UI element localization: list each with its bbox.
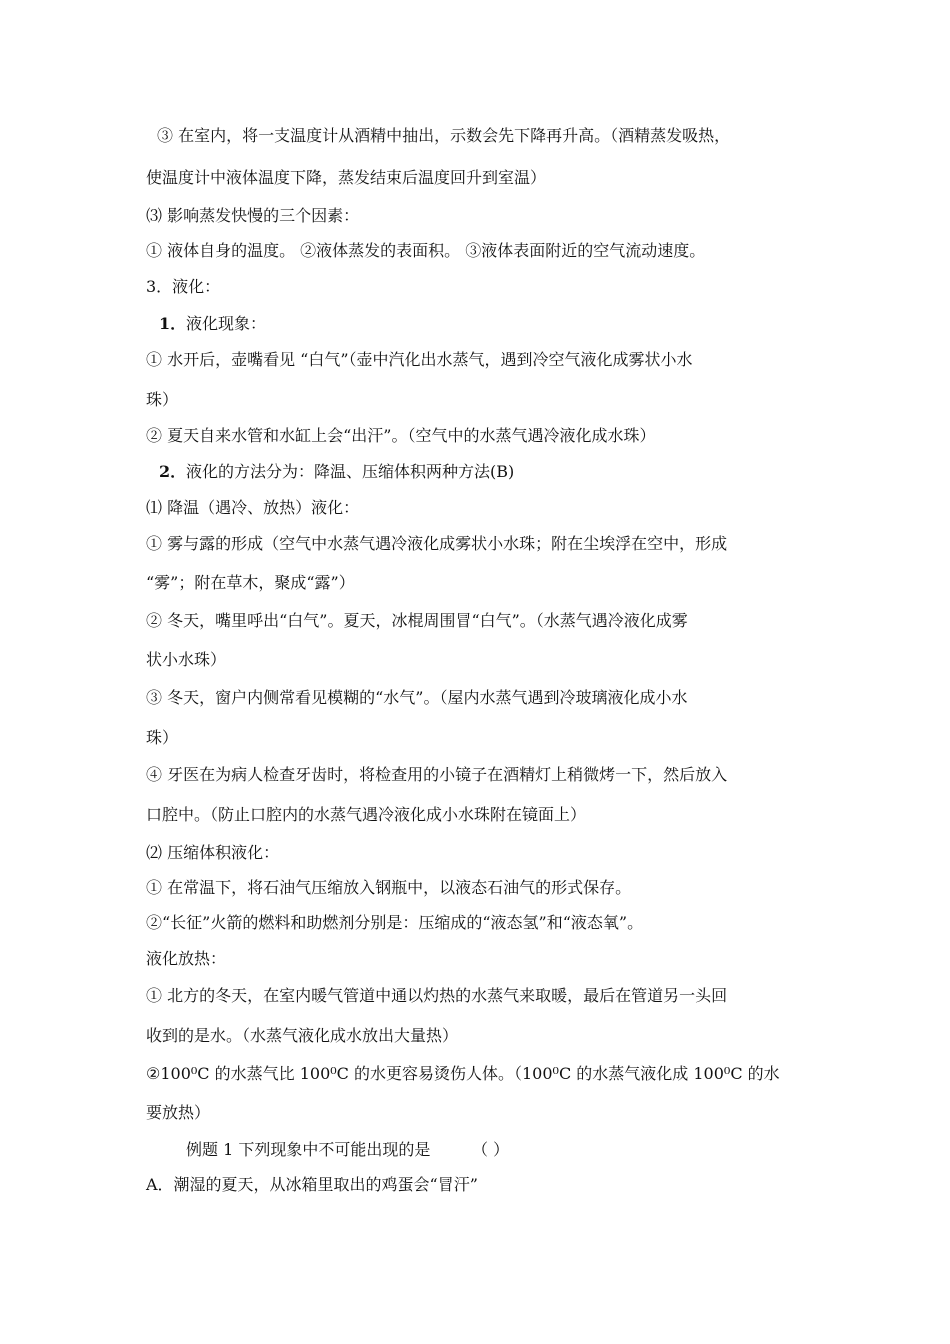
text-line: 珠） [146, 390, 179, 409]
subheading: 液化的方法分为：降温、压缩体积两种方法(B) [186, 462, 515, 481]
text-line: 口腔中。（防止口腔内的水蒸气遇冷液化成小水珠附在镜面上） [146, 805, 587, 824]
text-line: 使温度计中液体温度下降，蒸发结束后温度回升到室温） [146, 168, 547, 187]
text-line: ① 在常温下，将石油气压缩放入钢瓶中，以液态石油气的形式保存。 [146, 878, 632, 897]
item-number: 1． [159, 314, 187, 333]
section-heading: 3．液化： [146, 277, 221, 296]
text-line: ③ 在室内，将一支温度计从酒精中抽出，示数会先下降再升高。（酒精蒸发吸热， [157, 126, 731, 145]
example-question: 例题 1 下列现象中不可能出现的是 [186, 1140, 431, 1159]
text-line: ② 冬天，嘴里呼出“白气”。夏天，冰棍周围冒“白气”。（水蒸气遇冷液化成雾 [146, 611, 688, 630]
text-line: ②“长征”火箭的燃料和助燃剂分别是：压缩成的“液态氢”和“液态氧”。 [146, 913, 644, 932]
text-line: ② 夏天自来水管和水缸上会“出汗”。（空气中的水蒸气遇冷液化成水珠） [146, 426, 656, 445]
text-line: ②100⁰C 的水蒸气比 100⁰C 的水更容易烫伤人体。（100⁰C 的水蒸气液化成 100⁰C 的水 [146, 1064, 780, 1083]
text-line: ① 水开后，壶嘴看见 “白气”（壶中汽化出水蒸气，遇到冷空气液化成雾状小水 [146, 350, 693, 369]
text-line: 珠） [146, 728, 179, 747]
text-line: ⑶ 影响蒸发快慢的三个因素： [146, 206, 360, 225]
option-a: A．潮湿的夏天，从冰箱里取出的鸡蛋会“冒汗” [146, 1175, 478, 1194]
text-line: 收到的是水。（水蒸气液化成水放出大量热） [146, 1026, 459, 1045]
text-line: ① 雾与露的形成（空气中水蒸气遇冷液化成雾状小水珠；附在尘埃浮在空中，形成 [146, 534, 728, 553]
text-line: ④ 牙医在为病人检查牙齿时，将检查用的小镜子在酒精灯上稍微烤一下，然后放入 [146, 765, 728, 784]
text-line: ③ 冬天，窗户内侧常看见模糊的“水气”。（屋内水蒸气遇到冷玻璃液化成小水 [146, 688, 688, 707]
item-number: 2． [159, 462, 187, 481]
text-line: 液化放热： [146, 949, 227, 968]
text-line: ① 北方的冬天，在室内暖气管道中通以灼热的水蒸气来取暖，最后在管道另一头回 [146, 986, 728, 1005]
answer-blank: （ ） [472, 1140, 510, 1159]
text-line: ① 液体自身的温度。 ②液体蒸发的表面积。 ③液体表面附近的空气流动速度。 [146, 241, 706, 260]
subheading: 液化现象： [186, 314, 267, 333]
text-line: 状小水珠） [146, 650, 227, 669]
text-line: ⑴ 降温（遇冷、放热）液化： [146, 498, 360, 517]
text-line: ⑵ 压缩体积液化： [146, 843, 280, 862]
text-line: 要放热） [146, 1103, 211, 1122]
text-line: “雾”；附在草木，聚成“露”） [146, 573, 355, 592]
